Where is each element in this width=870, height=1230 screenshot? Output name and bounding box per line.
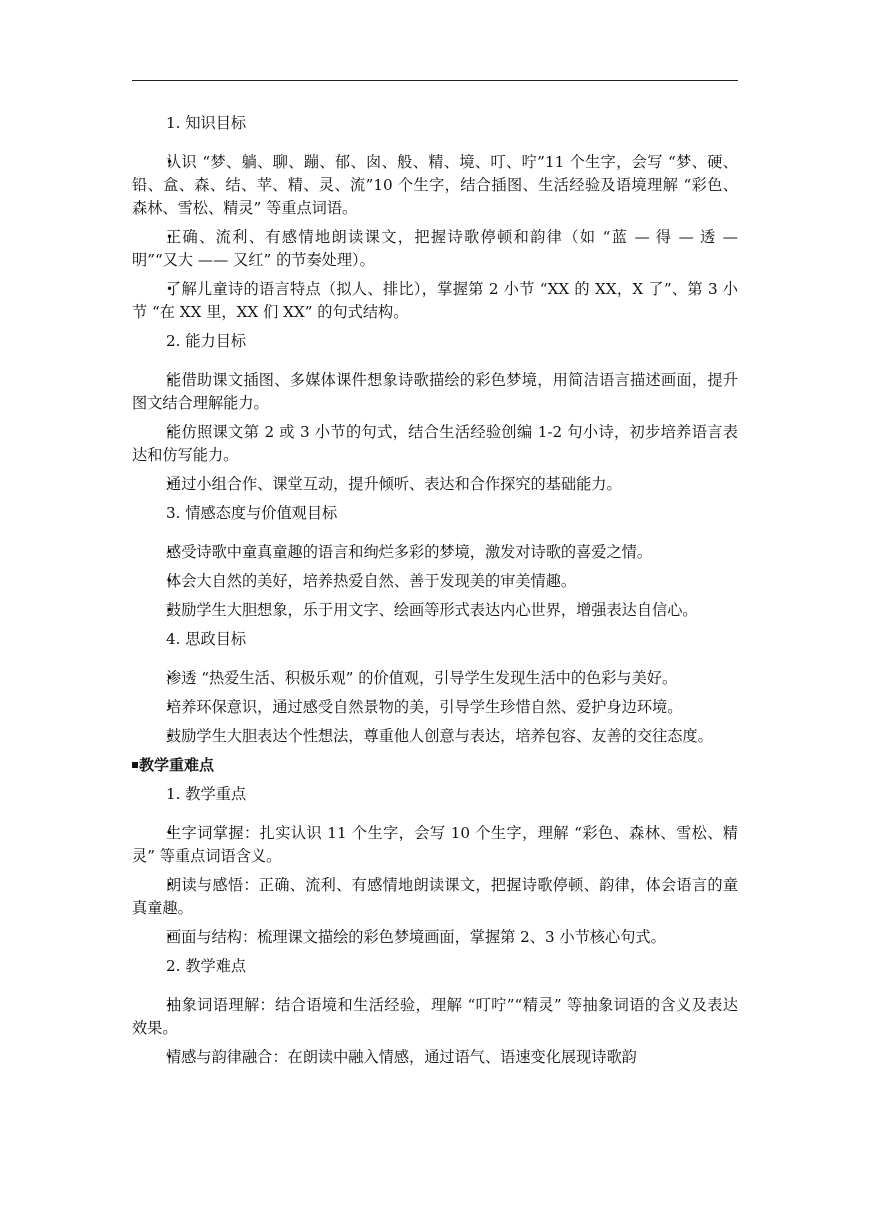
list-item: • 能借助课文插图、多媒体课件想象诗歌描绘的彩色梦境，用简洁语言描述画面，提升图文结合理解能力。 xyxy=(132,369,738,415)
key-points-heading: 教学重难点 xyxy=(132,754,738,777)
header-rule xyxy=(132,80,738,81)
list-item: • 正确、流利、有感情地朗读课文，把握诗歌停顿和韵律（如 “蓝 — 得 — 透 — 明”“又大 —— 又红” 的节奏处理）。 xyxy=(132,226,738,272)
section-title-ideology: 4. 思政目标 xyxy=(166,630,247,648)
key-points-list xyxy=(132,822,738,949)
list-item: • 了解儿童诗的语言特点（拟人、排比），掌握第 2 小节 “XX 的 XX，X 了”、第 3 小节 “在 XX 里，XX 们 XX” 的句式结构。 xyxy=(132,278,738,324)
list-item: • 鼓励学生大胆想象，乐于用文字、绘画等形式表达内心世界，增强表达自信心。 xyxy=(132,599,738,622)
difficulties-list xyxy=(132,994,738,1069)
list-item: • 通过小组合作、课堂互动，提升倾听、表达和合作探究的基础能力。 xyxy=(132,473,738,496)
square-bullet-icon xyxy=(132,762,138,768)
section-title-key-points: 1. 教学重点 xyxy=(166,785,247,803)
list-item: • 生字词掌握：扎实认识 11 个生字，会写 10 个生字，理解 “彩色、森林、雪松、精灵” 等重点词语含义。 xyxy=(132,822,738,868)
section-title-difficulties: 2. 教学难点 xyxy=(166,957,247,975)
list-item: • 鼓励学生大胆表达个性想法，尊重他人创意与表达，培养包容、友善的交往态度。 xyxy=(132,725,738,748)
list-item: • 体会大自然的美好，培养热爱自然、善于发现美的审美情趣。 xyxy=(132,570,738,593)
list-item: • 画面与结构：梳理课文描绘的彩色梦境画面，掌握第 2、3 小节核心句式。 xyxy=(132,926,738,949)
list-item: • 认识 “梦、躺、聊、蹦、郁、囱、般、精、境、叮、咛”11 个生字，会写 “梦、硬、铅、盒、森、结、苹、精、灵、流”10 个生字，结合插图、生活经验及语境理解 “彩色、森林、雪松、精灵” 等重点词语。 xyxy=(132,151,738,220)
ideology-goals-list xyxy=(132,667,738,748)
emotion-goals-list xyxy=(132,541,738,622)
document-body xyxy=(132,112,738,1075)
section-title-emotion: 3. 情感态度与价值观目标 xyxy=(166,504,338,522)
knowledge-goals-list xyxy=(132,151,738,324)
list-item: • 感受诗歌中童真童趣的语言和绚烂多彩的梦境，激发对诗歌的喜爱之情。 xyxy=(132,541,738,564)
ability-goals-list xyxy=(132,369,738,496)
list-item: • 情感与韵律融合：在朗读中融入情感，通过语气、语速变化展现诗歌韵 xyxy=(132,1046,738,1069)
list-item: • 能仿照课文第 2 或 3 小节的句式，结合生活经验创编 1-2 句小诗，初步培养语言表达和仿写能力。 xyxy=(132,421,738,467)
list-item: • 渗透 “热爱生活、积极乐观” 的价值观，引导学生发现生活中的色彩与美好。 xyxy=(132,667,738,690)
list-item: • 培养环保意识，通过感受自然景物的美，引导学生珍惜自然、爱护身边环境。 xyxy=(132,696,738,719)
section-title-ability: 2. 能力目标 xyxy=(166,332,247,350)
list-item: • 抽象词语理解：结合语境和生活经验，理解 “叮咛”“精灵” 等抽象词语的含义及表达效果。 xyxy=(132,994,738,1040)
list-item: • 朗读与感悟：正确、流利、有感情地朗读课文，把握诗歌停顿、韵律，体会语言的童真童趣。 xyxy=(132,874,738,920)
section-title-knowledge: 1. 知识目标 xyxy=(166,114,247,132)
